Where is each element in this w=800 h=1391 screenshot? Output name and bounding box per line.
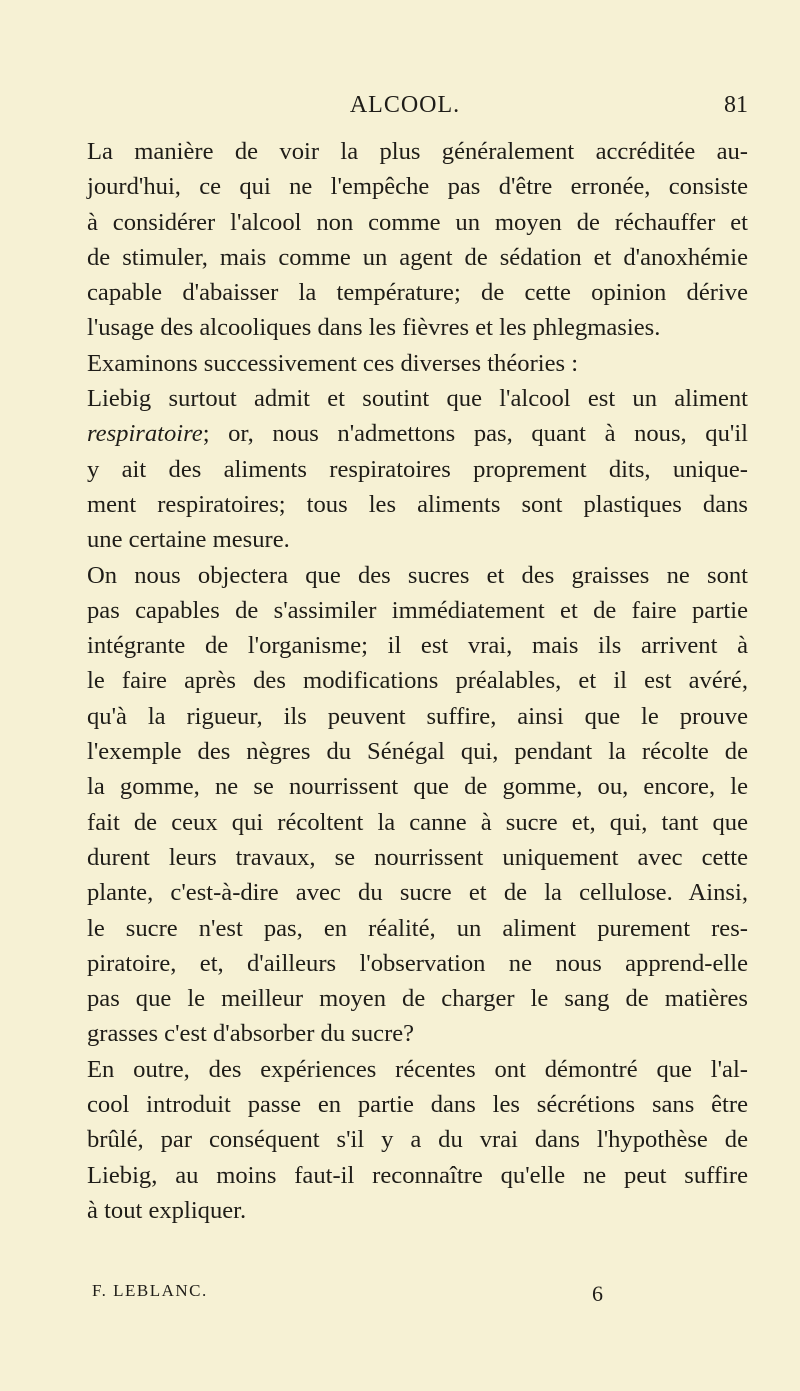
text-body <box>62 134 748 1228</box>
text-fragment: ; or, nous n'admettons pas, quant à nous, qu'il <box>202 420 748 448</box>
page-footer <box>62 1281 748 1307</box>
text-line: Liebig surtout admit et soutint que l'alcool est un aliment <box>87 385 748 413</box>
text-line-with-italic <box>62 416 748 451</box>
italic-term: respiratoire <box>87 420 203 448</box>
text-line: En outre, des expériences récentes ont démontré que l'al- <box>87 1055 748 1083</box>
text-line: qu'à la rigueur, ils peuvent suffire, ainsi que le prouve <box>87 702 748 730</box>
paragraph-4 <box>62 558 748 1052</box>
running-title: ALCOOL. <box>349 92 461 118</box>
text-line: cool introduit passe en partie dans les sécrétions sans être <box>87 1091 748 1119</box>
text-line: le sucre n'est pas, en réalité, un aliment purement res- <box>87 914 748 942</box>
text-line: Liebig, au moins faut-il reconnaître qu'elle ne peut suffire <box>87 1161 748 1189</box>
text-line: plante, c'est-à-dire avec du sucre et de la cellulose. Ainsi, <box>87 879 748 907</box>
text-line: intégrante de l'organisme; il est vrai, mais ils arrivent à <box>87 632 748 660</box>
text-line: y ait des aliments respiratoires proprement dits, unique- <box>87 455 748 483</box>
text-line: à considérer l'alcool non comme un moyen de réchauffer et <box>87 208 748 236</box>
text-line: jourd'hui, ce qui ne l'empêche pas d'être erronée, consiste <box>87 173 748 201</box>
text-line: une certaine mesure. <box>87 526 290 554</box>
text-line: ment respiratoires; tous les aliments sont plastiques dans <box>87 490 748 518</box>
text-line: Examinons successivement ces diverses théories : <box>87 349 579 377</box>
text-line: On nous objectera que des sucres et des graisses ne sont <box>87 561 748 589</box>
text-line: de stimuler, mais comme un agent de sédation et d'anoxhémie <box>87 243 748 271</box>
text-line: la gomme, ne se nourrissent que de gomme, ou, encore, le <box>87 773 748 801</box>
running-head <box>62 92 748 122</box>
text-line: brûlé, par conséquent s'il y a du vrai dans l'hypothèse de <box>87 1126 748 1154</box>
text-line: pas capables de s'assimiler immédiatement et de faire partie <box>87 596 748 624</box>
text-line: l'exemple des nègres du Sénégal qui, pendant la récolte de <box>87 738 748 766</box>
text-line: le faire après des modifications préalables, et il est avéré, <box>87 667 748 695</box>
text-line: à tout expliquer. <box>87 1196 247 1224</box>
text-line: La manière de voir la plus généralement accréditée au- <box>87 138 748 165</box>
text-line: fait de ceux qui récoltent la canne à sucre et, qui, tant que <box>87 808 748 836</box>
text-line: pas que le meilleur moyen de charger le sang de matières <box>87 985 748 1013</box>
printer-signature: F. LEBLANC. <box>92 1281 208 1300</box>
sheet-number: 6 <box>592 1281 603 1306</box>
paragraph-3 <box>62 381 748 557</box>
text-line: l'usage des alcooliques dans les fièvres et les phlegmasies. <box>87 314 661 342</box>
paragraph-1 <box>62 134 748 346</box>
page-number: 81 <box>724 92 748 118</box>
text-line: grasses c'est d'absorber du sucre? <box>87 1020 415 1048</box>
text-line: capable d'abaisser la température; de cette opinion dérive <box>87 279 748 307</box>
paragraph-5 <box>62 1052 748 1228</box>
text-line: durent leurs travaux, se nourrissent uniquement avec cette <box>87 843 748 871</box>
text-line: piratoire, et, d'ailleurs l'observation ne nous apprend-elle <box>87 949 748 977</box>
paragraph-2 <box>62 346 748 381</box>
